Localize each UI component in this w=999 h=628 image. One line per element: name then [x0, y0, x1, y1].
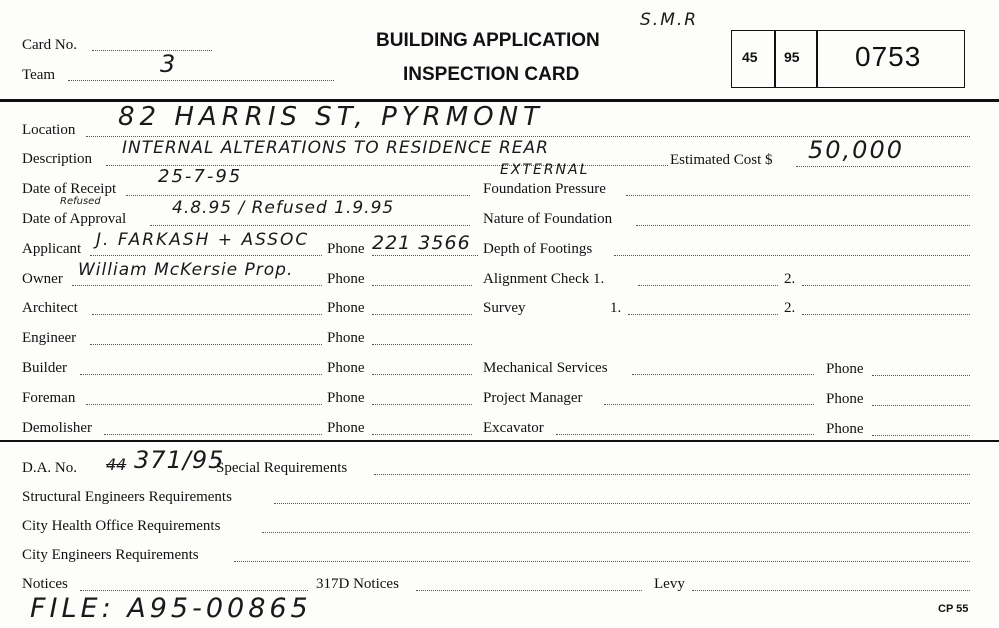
- box-b: 95: [784, 49, 800, 65]
- engineer-label: Engineer: [22, 330, 77, 346]
- alignment-check-2-field[interactable]: [802, 285, 970, 286]
- applicant-phone-field[interactable]: [372, 255, 478, 256]
- estimated-cost-value: 50,000: [808, 136, 904, 164]
- alignment-check-label: Alignment Check 1.: [483, 271, 605, 287]
- special-requirements-field[interactable]: [374, 474, 970, 475]
- foreman-phone-field[interactable]: [372, 404, 472, 405]
- demolisher-phone-label: Phone: [327, 420, 365, 436]
- architect-field[interactable]: [92, 314, 322, 315]
- survey-1-label: 1.: [610, 300, 622, 316]
- date-approval-note: Refused: [60, 196, 101, 207]
- city-engineers-field[interactable]: [234, 561, 970, 562]
- foundation-pressure-label: Foundation Pressure: [483, 181, 606, 197]
- owner-phone-field[interactable]: [372, 285, 472, 286]
- excavator-phone-field[interactable]: [872, 435, 970, 436]
- applicant-phone-value: 221 3566: [372, 232, 471, 254]
- notices-317d-field[interactable]: [416, 590, 642, 591]
- foreman-label: Foreman: [22, 390, 76, 406]
- nature-foundation-label: Nature of Foundation: [483, 211, 613, 227]
- architect-label: Architect: [22, 300, 78, 316]
- da-no-value: 371/95: [134, 446, 225, 474]
- owner-phone-label: Phone: [327, 271, 365, 287]
- architect-phone-label: Phone: [327, 300, 365, 316]
- da-strike: 44: [106, 455, 127, 474]
- location-value: 82 HARRIS ST, PYRMONT: [118, 102, 544, 132]
- builder-phone-label: Phone: [327, 360, 365, 376]
- depth-footings-field[interactable]: [614, 255, 970, 256]
- excavator-label: Excavator: [483, 420, 544, 436]
- applicant-label: Applicant: [22, 241, 82, 257]
- lower-divider: [0, 440, 999, 442]
- builder-phone-field[interactable]: [372, 374, 472, 375]
- file-reference: FILE: A95-00865: [30, 593, 312, 624]
- nature-foundation-field[interactable]: [636, 225, 970, 226]
- builder-field[interactable]: [80, 374, 322, 375]
- demolisher-label: Demolisher: [22, 420, 92, 436]
- engineer-phone-label: Phone: [327, 330, 365, 346]
- depth-footings-label: Depth of Footings: [483, 241, 593, 257]
- date-receipt-label: Date of Receipt: [22, 181, 117, 197]
- engineer-field[interactable]: [90, 344, 322, 345]
- box-a: 45: [742, 49, 758, 65]
- project-manager-phone-field[interactable]: [872, 405, 970, 406]
- demolisher-phone-field[interactable]: [372, 434, 472, 435]
- owner-value: William McKersie Prop.: [78, 260, 294, 280]
- reference-box: [731, 30, 965, 88]
- health-label: City Health Office Requirements: [22, 518, 221, 534]
- date-approval-label: Date of Approval: [22, 211, 127, 227]
- architect-phone-field[interactable]: [372, 314, 472, 315]
- builder-label: Builder: [22, 360, 67, 376]
- team-field[interactable]: [68, 80, 334, 81]
- project-manager-phone-label: Phone: [826, 391, 864, 407]
- date-approval-field[interactable]: [150, 225, 470, 226]
- owner-field[interactable]: [72, 285, 322, 286]
- mechanical-field[interactable]: [632, 374, 814, 375]
- card-no-field[interactable]: [92, 50, 212, 51]
- mechanical-phone-label: Phone: [826, 361, 864, 377]
- survey-label: Survey: [483, 300, 526, 316]
- levy-field[interactable]: [692, 590, 970, 591]
- alignment-check-1-field[interactable]: [638, 285, 778, 286]
- levy-label: Levy: [654, 576, 685, 592]
- foreman-field[interactable]: [86, 404, 322, 405]
- form-code: CP 55: [938, 603, 969, 615]
- applicant-value: J. FARKASH + ASSOC: [96, 230, 310, 250]
- description-extra: EXTERNAL: [500, 162, 590, 178]
- mechanical-label: Mechanical Services: [483, 360, 608, 376]
- box-number: 0753: [855, 41, 922, 72]
- excavator-phone-label: Phone: [826, 421, 864, 437]
- foreman-phone-label: Phone: [327, 390, 365, 406]
- project-manager-field[interactable]: [604, 404, 814, 405]
- date-receipt-field[interactable]: [126, 195, 470, 196]
- city-engineers-label: City Engineers Requirements: [22, 547, 199, 563]
- survey-2-field[interactable]: [802, 314, 970, 315]
- excavator-field[interactable]: [556, 434, 814, 435]
- mechanical-phone-field[interactable]: [872, 375, 970, 376]
- survey-1-field[interactable]: [628, 314, 778, 315]
- estimated-cost-label: Estimated Cost $: [670, 152, 773, 168]
- title-line-2: INSPECTION CARD: [403, 64, 580, 85]
- notices-317d-label: 317D Notices: [316, 576, 399, 592]
- title-line-1: BUILDING APPLICATION: [376, 30, 600, 51]
- foundation-pressure-field[interactable]: [626, 195, 970, 196]
- initials: S.M.R: [640, 10, 699, 30]
- date-approval-value: 4.8.95 / Refused 1.9.95: [172, 198, 395, 218]
- special-requirements-label: Special Requirements: [216, 460, 348, 476]
- description-value: INTERNAL ALTERATIONS TO RESIDENCE REAR: [122, 138, 549, 158]
- applicant-phone-label: Phone: [327, 241, 365, 257]
- alignment-check-2-label: 2.: [784, 271, 796, 287]
- date-receipt-value: 25-7-95: [158, 166, 243, 187]
- location-label: Location: [22, 122, 76, 138]
- engineer-phone-field[interactable]: [372, 344, 472, 345]
- notices-field[interactable]: [80, 590, 308, 591]
- structural-label: Structural Engineers Requirements: [22, 489, 232, 505]
- card-no-label: Card No.: [22, 37, 77, 53]
- team-label: Team: [22, 67, 56, 83]
- notices-label: Notices: [22, 576, 68, 592]
- survey-2-label: 2.: [784, 300, 796, 316]
- applicant-field[interactable]: [90, 255, 322, 256]
- estimated-cost-field[interactable]: [796, 166, 970, 167]
- owner-label: Owner: [22, 271, 63, 287]
- project-manager-label: Project Manager: [483, 390, 583, 406]
- description-label: Description: [22, 151, 92, 167]
- structural-field[interactable]: [274, 503, 970, 504]
- demolisher-field[interactable]: [104, 434, 322, 435]
- da-no-label: D.A. No.: [22, 460, 77, 476]
- team-value: 3: [160, 50, 178, 78]
- health-field[interactable]: [262, 532, 970, 533]
